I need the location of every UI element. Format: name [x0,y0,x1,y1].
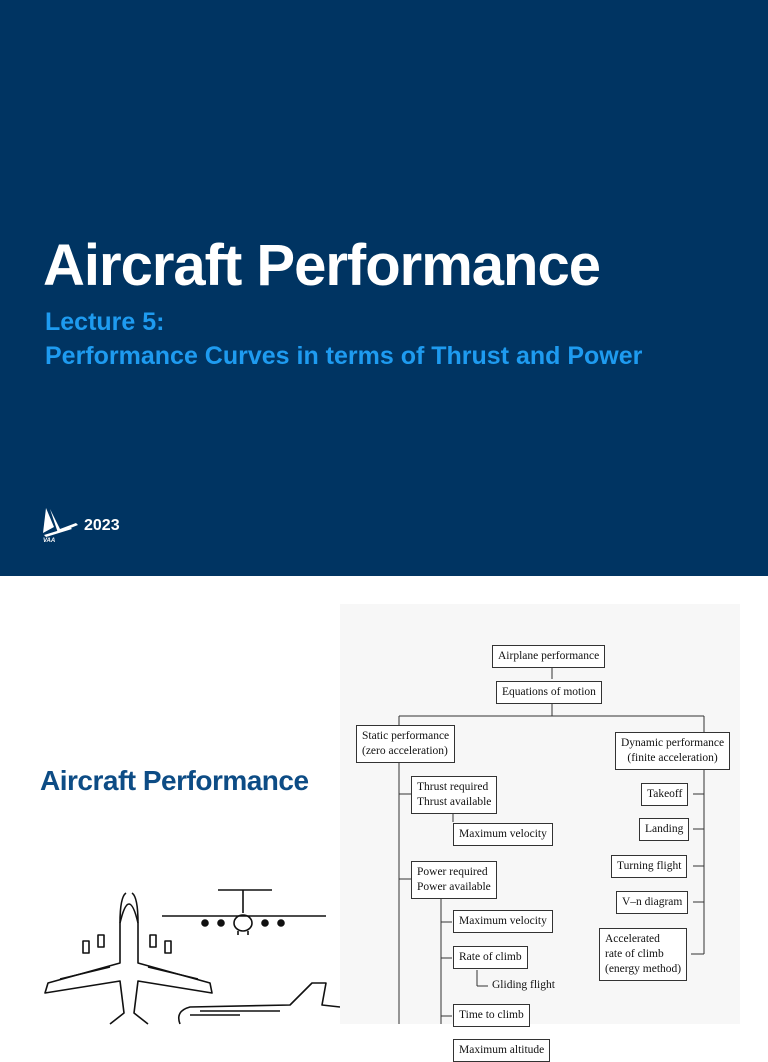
box-max-velocity-power [453,910,553,933]
box-takeoff [641,783,688,806]
box-label-line: Dynamic performance [621,737,725,749]
year-label: 2023 [84,517,120,534]
box-label-line: (zero acceleration) [362,745,448,757]
presentation-title: Aircraft Performance [43,233,600,298]
box-label: Time to climb [459,1009,524,1021]
box-airplane-performance [492,645,605,668]
box-label: V–n diagram [622,896,683,908]
box-label-line: Static performance [362,730,450,742]
box-label-line: Thrust required [417,781,489,793]
content-slide [0,576,768,1056]
box-label-line: (energy method) [605,963,682,975]
box-label: Rate of climb [459,951,522,963]
box-accelerated-rate-of-climb [599,928,687,981]
box-label: Maximum velocity [459,828,547,840]
box-label-line: Accelerated [605,933,660,945]
box-turning-flight [611,855,687,878]
box-maximum-altitude [453,1039,550,1062]
box-label-line: (finite acceleration) [627,752,718,764]
box-time-to-climb [453,1004,530,1027]
box-label: Maximum velocity [459,915,547,927]
box-power [411,861,497,899]
box-label: Takeoff [647,788,683,800]
box-label-line: Thrust available [417,796,492,808]
box-static-performance [356,725,455,763]
box-max-velocity-thrust [453,823,553,846]
box-vn-diagram [616,891,688,914]
box-label: Maximum altitude [459,1044,545,1056]
box-label-line: rate of climb [605,948,664,960]
box-label: Turning flight [617,860,682,872]
section-heading: Aircraft Performance [40,765,309,796]
box-dynamic-performance [615,732,730,770]
box-label: Airplane performance [498,650,600,662]
aircraft-three-view-icon [40,883,340,1024]
box-label-line: Power available [417,881,491,893]
logo-wordmark: VAA [43,538,56,544]
box-label: Equations of motion [502,686,596,698]
box-thrust [411,776,497,814]
box-rate-of-climb [453,946,528,969]
box-landing [639,818,689,841]
performance-flowchart [340,604,740,1056]
label-gliding-flight: Gliding flight [492,979,555,991]
lecture-number: Lecture 5: [45,308,165,336]
box-equations-of-motion [496,681,602,704]
box-label-line: Power required [417,866,488,878]
box-label: Landing [645,823,684,835]
lecture-topic: Performance Curves in terms of Thrust and Power [45,342,643,370]
vaa-logo-icon [40,505,80,543]
